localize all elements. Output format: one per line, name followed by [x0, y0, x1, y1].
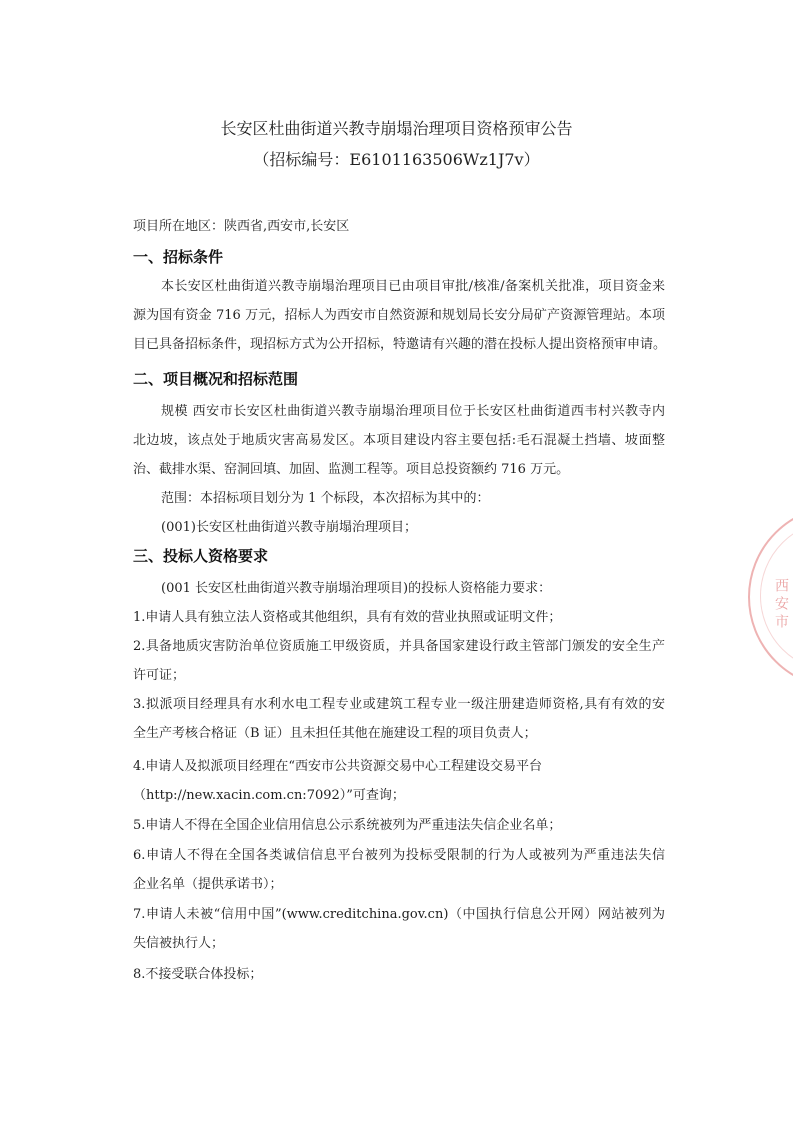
tender-number: （招标编号：E6101163506Wz1J7v） [253, 150, 540, 169]
qualification-intro: (001 长安区杜曲街道兴教寺崩塌治理项目)的投标人资格能力要求： [161, 581, 552, 596]
official-seal-text: 西安市 [773, 578, 789, 632]
section-lot-line: (001)长安区杜曲街道兴教寺崩塌治理项目； [161, 520, 417, 535]
requirement-item-continued: 失信被执行人； [133, 936, 225, 951]
requirement-item-continued: 全生产考核合格证（B 证）且未担任其他在施建设工程的项目负责人； [133, 726, 537, 741]
section-heading-bidding-conditions: 一、招标条件 [133, 248, 224, 266]
requirement-item-continued: （http://new.xacin.com.cn:7092）”可查询； [133, 788, 405, 803]
requirement-item: 4.申请人及拟派项目经理在“西安市公共资源交易中心工程建设交易平台 [133, 759, 543, 774]
paragraph-line: 本长安区杜曲街道兴教寺崩塌治理项目已由项目审批/核准/备案机关批准，项目资金来 [161, 279, 665, 294]
section-heading-project-overview: 二、项目概况和招标范围 [133, 370, 299, 388]
paragraph-line: 目已具备招标条件，现招标方式为公开招标，特邀请有兴趣的潜在投标人提出资格预审申请。 [133, 337, 667, 352]
section-heading-bidder-qualifications: 三、投标人资格要求 [133, 547, 269, 565]
project-region: 项目所在地区：陕西省,西安市,长安区 [133, 219, 350, 234]
requirement-item: 3.拟派项目经理具有水利水电工程专业或建筑工程专业一级注册建造师资格,具有有效的安 [133, 697, 665, 712]
requirement-item: 6.申请人不得在全国各类诚信信息平台被列为投标受限制的行为人或被列为严重违法失信 [133, 848, 665, 863]
requirement-item-continued: 企业名单（提供承诺书）； [133, 877, 283, 892]
requirement-item: 5.申请人不得在全国企业信用信息公示系统被列为严重违法失信企业名单； [133, 818, 562, 833]
paragraph-line: 北边坡，该点处于地质灾害高易发区。本项目建设内容主要包括:毛石混凝土挡墙、坡面整 [133, 433, 665, 448]
requirement-item: 2.具备地质灾害防治单位资质施工甲级资质，并具备国家建设行政主管部门颁发的安全生产 [133, 639, 665, 654]
scope-line: 范围：本招标项目划分为 1 个标段，本次招标为其中的： [161, 491, 490, 506]
paragraph-line: 规模 西安市长安区杜曲街道兴教寺崩塌治理项目位于长安区杜曲街道西韦村兴教寺内 [161, 404, 665, 419]
requirement-item: 1.申请人具有独立法人资格或其他组织，具有有效的营业执照或证明文件； [133, 610, 562, 625]
requirement-item: 8.不接受联合体投标； [133, 967, 263, 982]
requirement-item-continued: 许可证； [133, 668, 186, 683]
requirement-item: 7.申请人未被“信用中国”(www.creditchina.gov.cn)（中国执行信息公开网）网站被列为 [133, 907, 665, 922]
paragraph-line: 治、截排水渠、窑洞回填、加固、监测工程等。项目总投资额约 716 万元。 [133, 462, 570, 477]
paragraph-line: 源为国有资金 716 万元，招标人为西安市自然资源和规划局长安分局矿产资源管理站。本项 [133, 308, 665, 323]
document-title: 长安区杜曲街道兴教寺崩塌治理项目资格预审公告 [220, 119, 573, 138]
